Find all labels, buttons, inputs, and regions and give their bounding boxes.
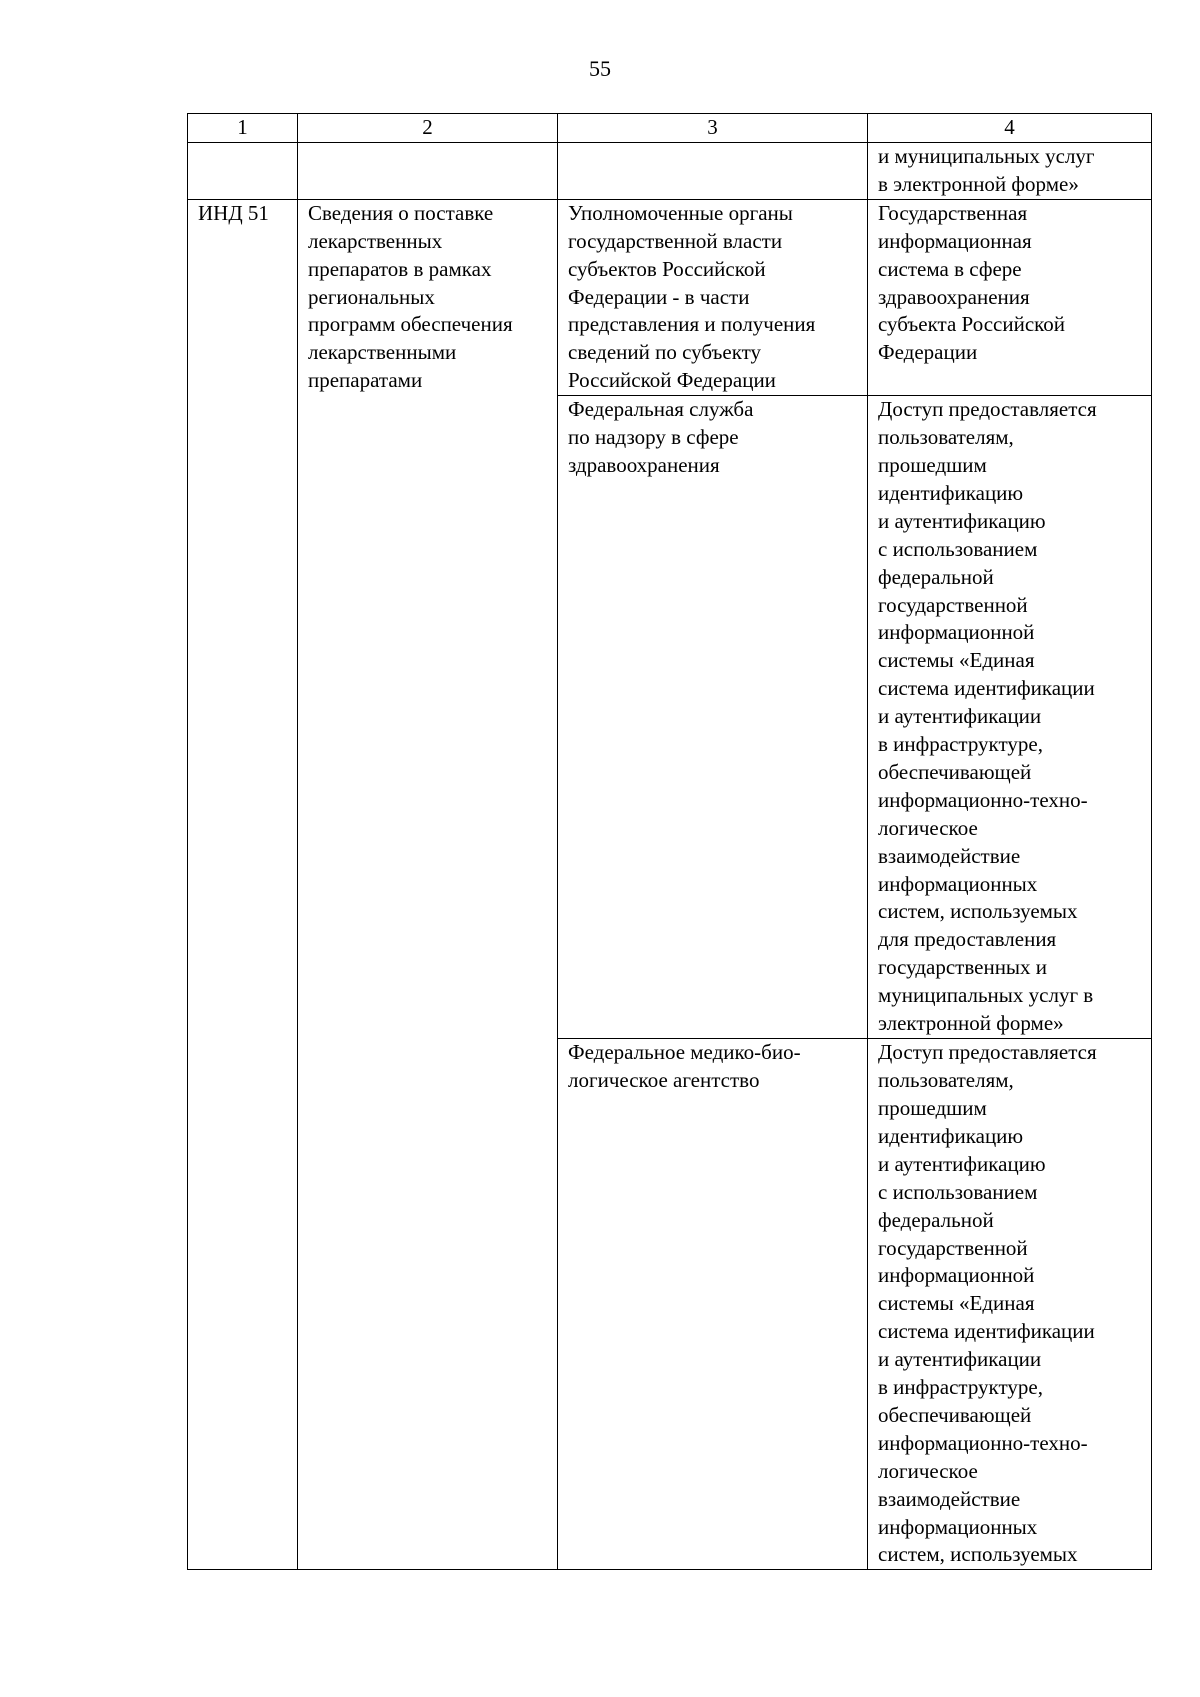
recipient-cell: Уполномоченные органы государственной власти субъектов Российской Федерации - в части представления и получения сведений по субъекту Российской Федерации: [558, 199, 868, 395]
column-header-4: 4: [868, 114, 1152, 143]
table-row: [188, 199, 1152, 395]
access-cell: Доступ предоставляется пользователям, прошедшим идентификацию и аутентификацию с использованием федеральной государственной информационной системы «Единая система идентификации и аутентификации в инфраструктуре, обеспечивающей информационно-техно- логическое взаимодействие информационных систем, используемых для предоставления государственных и муниципальных услуг в электронной форме»: [868, 396, 1152, 1039]
continuation-row: [188, 143, 1152, 200]
continuation-cell-3: [558, 143, 868, 200]
continuation-cell-2: [298, 143, 558, 200]
indicators-table: [187, 113, 1152, 1570]
continuation-cell-1: [188, 143, 298, 200]
continuation-access-cell: и муниципальных услуг в электронной форме»: [868, 143, 1152, 200]
column-header-3: 3: [558, 114, 868, 143]
page-number: 55: [589, 56, 611, 81]
table-header-row: [188, 114, 1152, 143]
indicator-name-cell: Сведения о поставке лекарственных препаратов в рамках региональных программ обеспечения лекарственными препаратами: [298, 199, 558, 1570]
recipient-cell: Федеральная служба по надзору в сфере здравоохранения: [558, 396, 868, 1039]
column-header-2: 2: [298, 114, 558, 143]
indicator-code-cell: ИНД 51: [188, 199, 298, 1570]
access-cell: Доступ предоставляется пользователям, прошедшим идентификацию и аутентификацию с использованием федеральной государственной информационной системы «Единая система идентификации и аутентификации в инфраструктуре, обеспечивающей информационно-техно- логическое взаимодействие информационных систем, используемых: [868, 1039, 1152, 1570]
access-cell: Государственная информационная система в сфере здравоохранения субъекта Российской Федерации: [868, 199, 1152, 395]
recipient-cell: Федеральное медико-био- логическое агентство: [558, 1039, 868, 1570]
column-header-1: 1: [188, 114, 298, 143]
